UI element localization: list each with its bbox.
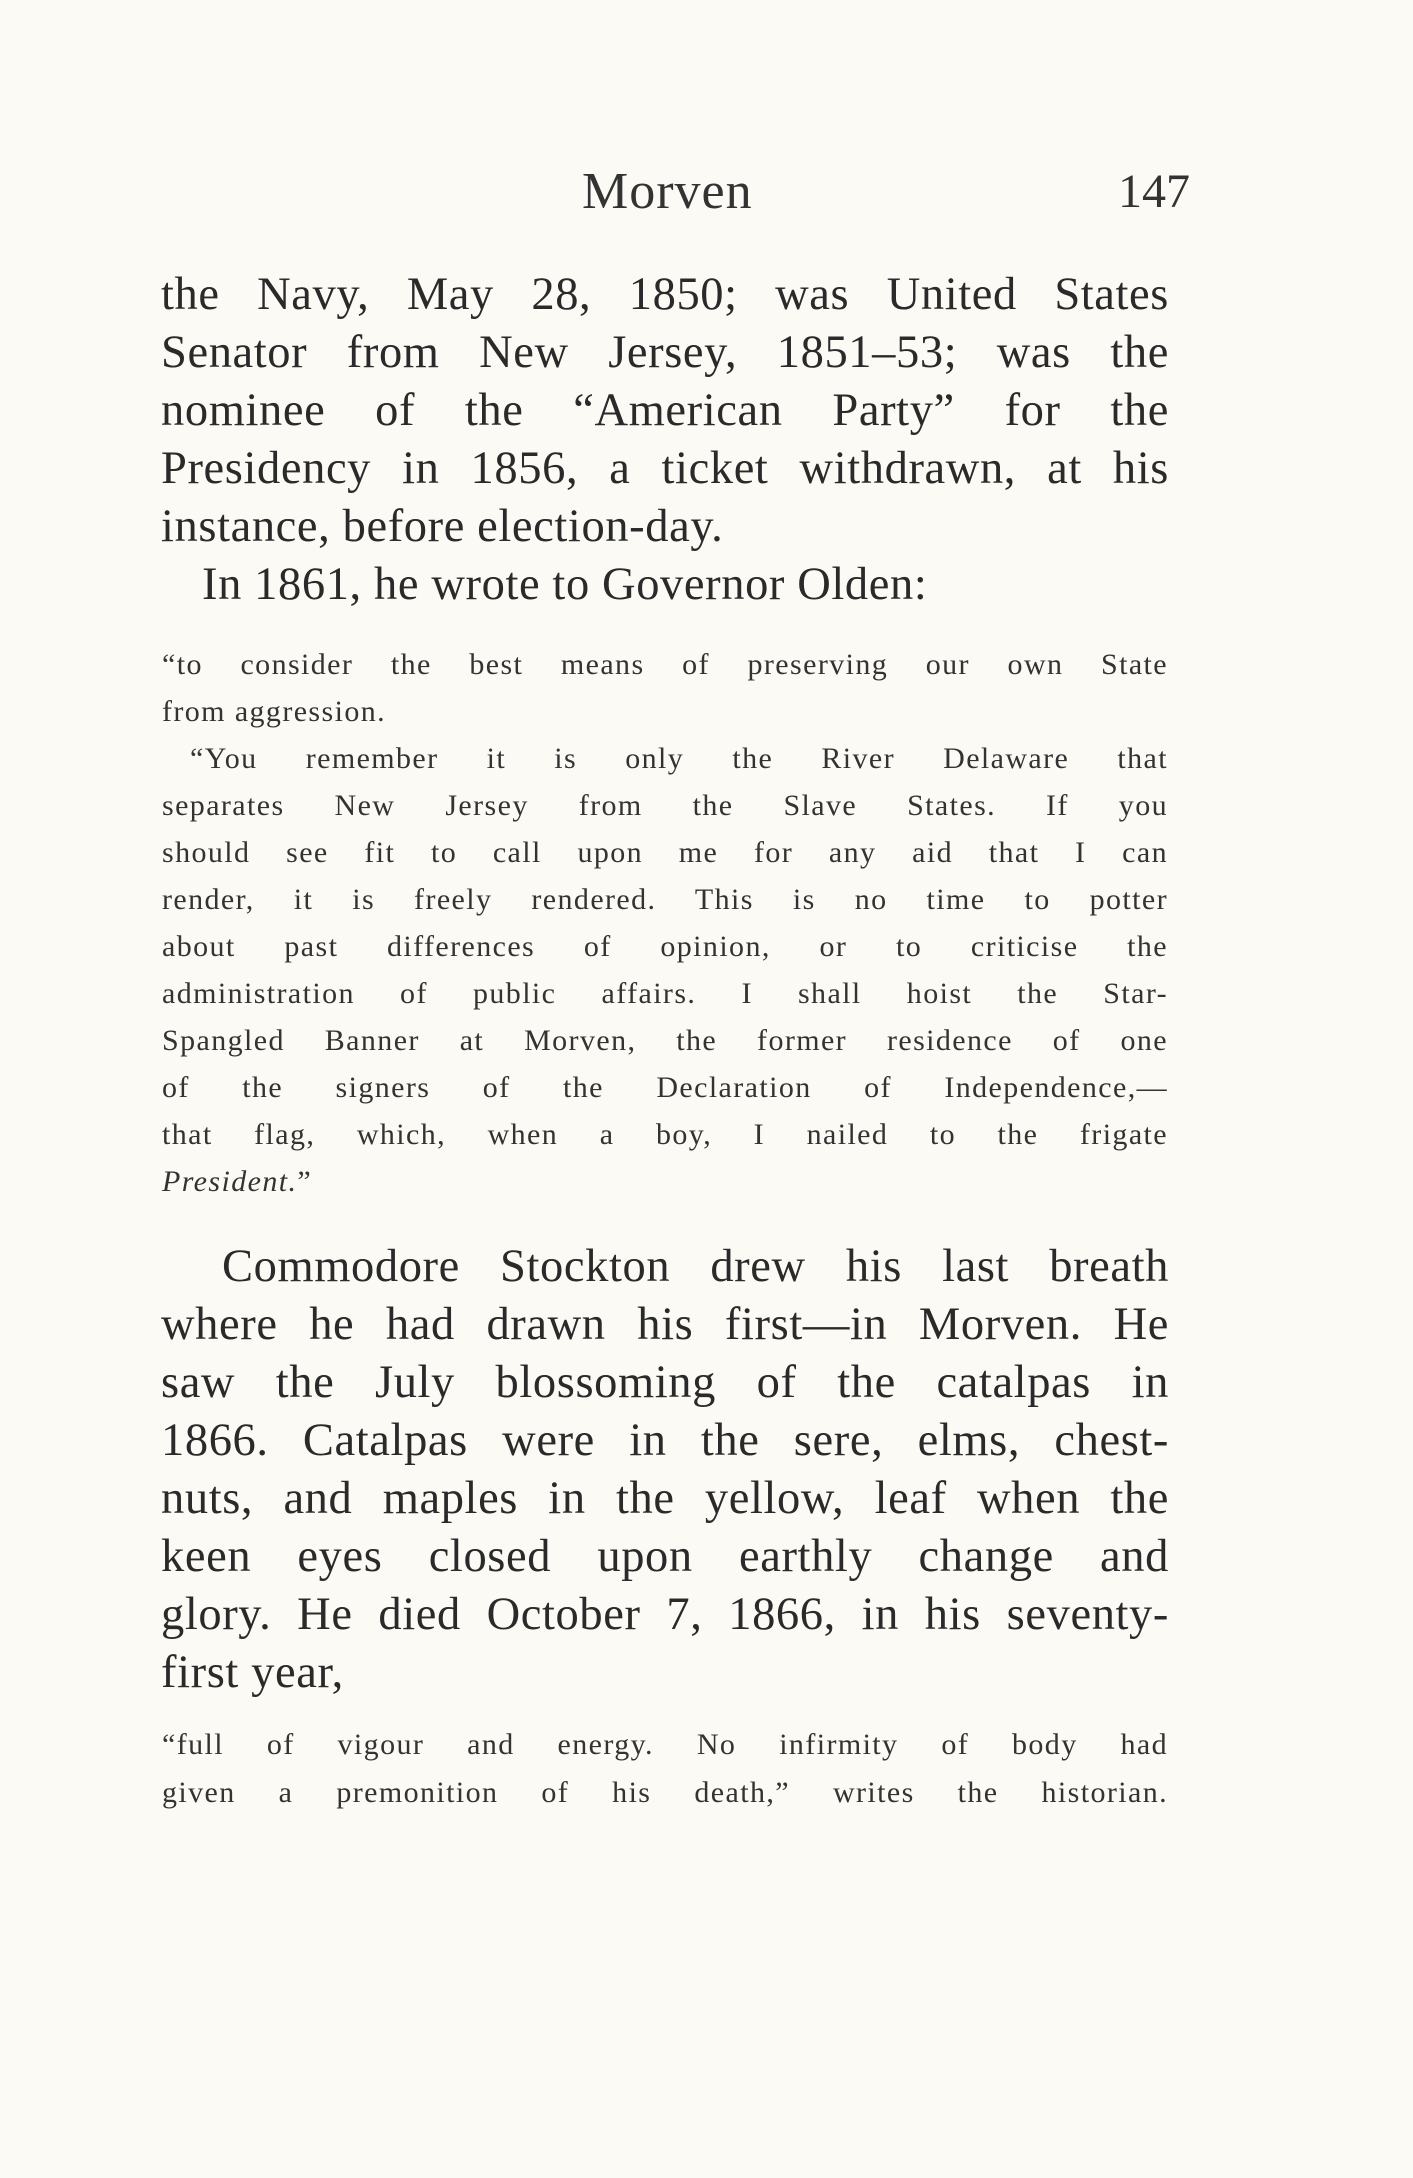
quote-line: that flag, which, when a boy, I nailed to the frigate <box>162 1118 1168 1151</box>
quote-closing-line <box>162 1165 312 1199</box>
quote-line: administration of public affairs. I shall hoist the Star- <box>162 977 1168 1010</box>
quote-line: render, it is freely rendered. This is no time to potter <box>162 883 1168 916</box>
frigate-name: President. <box>162 1165 298 1198</box>
text-line: instance, before election-day. <box>161 501 724 552</box>
quote-line: about past differences of opinion, or to criticise the <box>162 930 1168 963</box>
text-line: Senator from New Jersey, 1851–53; was the <box>161 327 1169 378</box>
text-line: Commodore Stockton drew his last breath <box>222 1241 1169 1292</box>
quote-line: given a premonition of his death,” writes the historian. <box>162 1776 1168 1809</box>
text-line: where he had drawn his first—in Morven. He <box>161 1299 1169 1350</box>
quote-line: “You remember it is only the River Delaware that <box>190 742 1168 775</box>
text-line: the Navy, May 28, 1850; was United States <box>161 269 1169 320</box>
page-number: 147 <box>1118 165 1190 218</box>
text-line: 1866. Catalpas were in the sere, elms, chest- <box>161 1415 1169 1466</box>
quote-line: of the signers of the Declaration of Independence,— <box>162 1071 1168 1104</box>
page-header <box>0 150 1413 220</box>
quote-line: from aggression. <box>162 695 387 728</box>
closing-quote-mark: ” <box>297 1165 313 1198</box>
text-line: saw the July blossoming of the catalpas in <box>161 1357 1169 1408</box>
text-line: nominee of the “American Party” for the <box>161 385 1169 436</box>
text-line: Presidency in 1856, a ticket withdrawn, at his <box>161 443 1169 494</box>
quote-line: should see fit to call upon me for any aid that I can <box>162 836 1168 869</box>
text-line: glory. He died October 7, 1866, in his seventy- <box>161 1589 1169 1640</box>
text-line: nuts, and maples in the yellow, leaf when the <box>161 1473 1169 1524</box>
text-line: In 1861, he wrote to Governor Olden: <box>202 559 928 610</box>
running-title: Morven <box>582 163 753 220</box>
quote-line: Spangled Banner at Morven, the former residence of one <box>162 1024 1168 1057</box>
quote-line: separates New Jersey from the Slave States. If you <box>162 789 1168 822</box>
quote-line: “full of vigour and energy. No infirmity of body had <box>162 1728 1168 1761</box>
text-line: keen eyes closed upon earthly change and <box>161 1531 1169 1582</box>
text-line: first year, <box>161 1647 344 1698</box>
quote-line: “to consider the best means of preserving our own State <box>162 648 1168 681</box>
